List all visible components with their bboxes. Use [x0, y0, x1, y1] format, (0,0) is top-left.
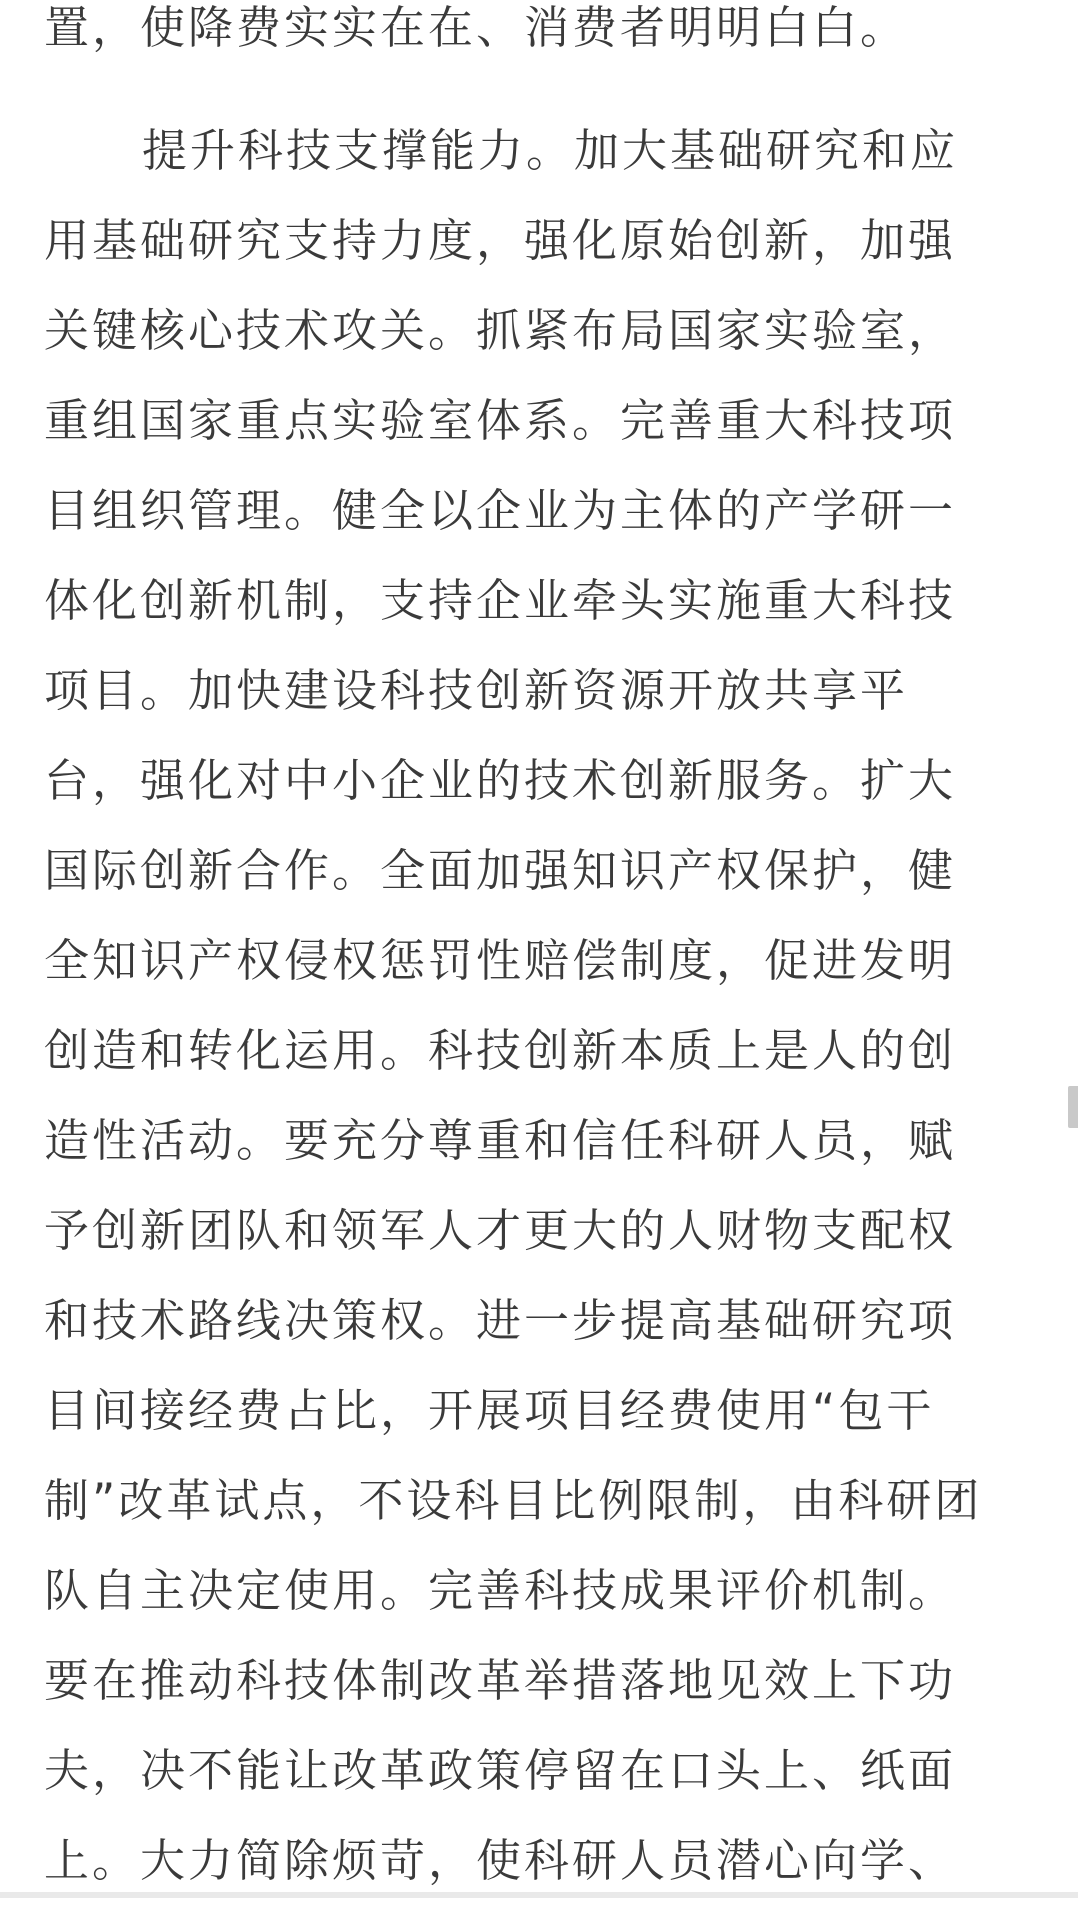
- paragraph-line: 制”改革试点，不设科目比例限制，由科研团: [44, 1474, 983, 1527]
- paragraph-line: 和技术路线决策权。进一步提高基础研究项: [44, 1294, 957, 1347]
- paragraph-line: 置，使降费实实在在、消费者明明白白。: [44, 1, 909, 54]
- article-body: [44, 0, 1034, 1906]
- paragraph-line: 用基础研究支持力度，强化原始创新，加强: [44, 214, 957, 267]
- paragraph-line: 全知识产权侵权惩罚性赔偿制度，促进发明: [44, 934, 957, 987]
- paragraph-line: 创造和转化运用。科技创新本质上是人的创: [44, 1024, 957, 1077]
- paragraph-line: 目间接经费占比，开展项目经费使用“包干: [44, 1384, 935, 1437]
- paragraph-line: 队自主决定使用。完善科技成果评价机制。: [44, 1564, 957, 1617]
- paragraph-line: 夫，决不能让改革政策停留在口头上、纸面: [44, 1744, 957, 1797]
- paragraph-line: 重组国家重点实验室体系。完善重大科技项: [44, 394, 957, 447]
- paragraph-line: 台，强化对中小企业的技术创新服务。扩大: [44, 754, 957, 807]
- paragraph-gap: [44, 73, 1034, 106]
- paragraph-line: 要在推动科技体制改革举措落地见效上下功: [44, 1654, 957, 1707]
- paragraph-line: 体化创新机制，支持企业牵头实施重大科技: [44, 574, 957, 627]
- paragraph-line: 予创新团队和领军人才更大的人财物支配权: [44, 1204, 957, 1257]
- paragraph-line: 项目。加快建设科技创新资源开放共享平: [44, 664, 909, 717]
- paragraph-line: 上。大力简除烦苛，使科研人员潜心向学、: [44, 1834, 957, 1887]
- paragraph-line: 目组织管理。健全以企业为主体的产学研一: [44, 484, 957, 537]
- paragraph-line: 提升科技支撑能力。加大基础研究和应: [142, 124, 959, 177]
- scrollbar-thumb[interactable]: [1068, 1086, 1078, 1128]
- paragraph-line: 造性活动。要充分尊重和信任科研人员，赋: [44, 1114, 957, 1167]
- paragraph-line: 国际创新合作。全面加强知识产权保护，健: [44, 844, 957, 897]
- paragraph-line: 关键核心技术攻关。抓紧布局国家实验室，: [44, 304, 957, 357]
- bottom-divider: [0, 1892, 1078, 1898]
